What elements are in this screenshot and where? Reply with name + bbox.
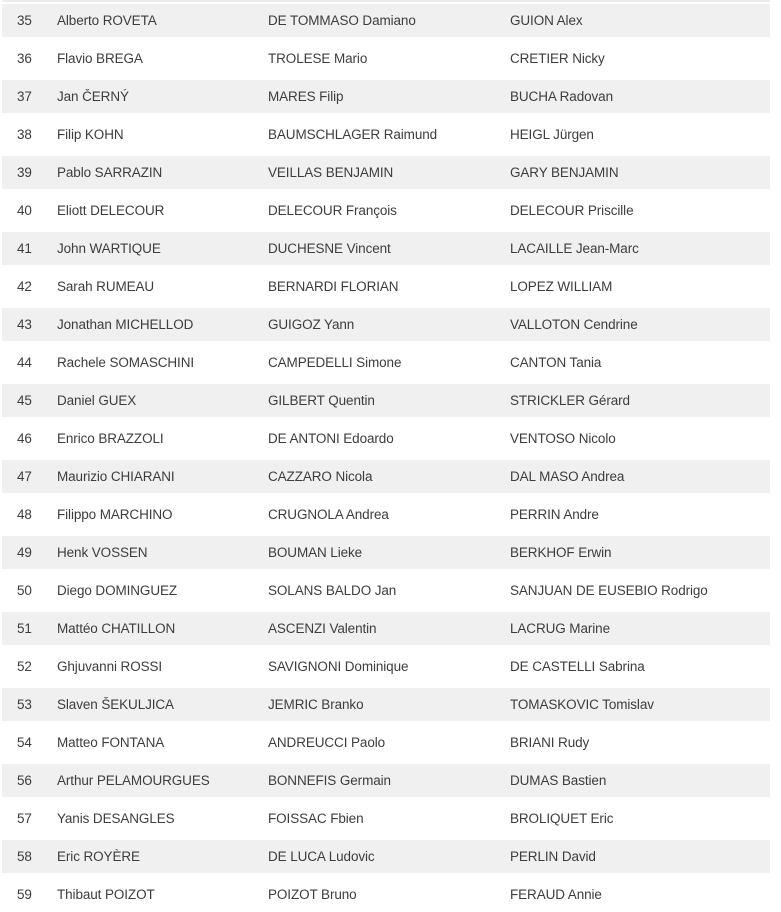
table-row-inner — [2, 4, 770, 37]
cell-driver-name: Pablo SARRAZIN — [57, 165, 163, 180]
cell-codriver-name: ANDREUCCI Paolo — [268, 735, 386, 750]
cell-codriver-name: CAZZARO Nicola — [268, 469, 373, 484]
table-row-inner — [2, 460, 770, 493]
table-row-inner — [2, 118, 770, 151]
cell-driver-name: Thibaut POIZOT — [57, 887, 155, 902]
cell-entrant-name: LOPEZ WILLIAM — [510, 279, 613, 294]
cell-entry-number: 41 — [17, 241, 32, 256]
table-row-inner — [2, 498, 770, 531]
cell-codriver-name: SOLANS BALDO Jan — [268, 583, 397, 598]
cell-entrant-name: PERRIN Andre — [510, 507, 599, 522]
cell-codriver-name: DE ANTONI Edoardo — [268, 431, 394, 446]
cell-entry-number: 51 — [17, 621, 32, 636]
cell-codriver-name: ASCENZI Valentin — [268, 621, 377, 636]
table-row[interactable] — [0, 420, 781, 458]
cell-entry-number: 43 — [17, 317, 32, 332]
cell-entry-number: 47 — [17, 469, 32, 484]
cell-driver-name: Henk VOSSEN — [57, 545, 148, 560]
cell-entrant-name: FERAUD Annie — [510, 887, 602, 902]
cell-entry-number: 54 — [17, 735, 32, 750]
table-row[interactable] — [0, 800, 781, 838]
cell-driver-name: Matteo FONTANA — [57, 735, 165, 750]
cell-entrant-name: LACAILLE Jean-Marc — [510, 241, 639, 256]
cell-driver-name: Flavio BREGA — [57, 51, 143, 66]
table-row-inner — [2, 156, 770, 189]
cell-codriver-name: POIZOT Bruno — [268, 887, 357, 902]
cell-entry-number: 37 — [17, 89, 32, 104]
table-row[interactable] — [0, 838, 781, 876]
cell-entrant-name: TOMASKOVIC Tomislav — [510, 697, 654, 712]
cell-entry-number: 38 — [17, 127, 32, 142]
cell-entrant-name: CRETIER Nicky — [510, 51, 605, 66]
table-row[interactable] — [0, 154, 781, 192]
table-row[interactable] — [0, 648, 781, 686]
cell-driver-name: Diego DOMINGUEZ — [57, 583, 178, 598]
table-row-inner — [2, 194, 770, 227]
cell-codriver-name: BERNARDI FLORIAN — [268, 279, 399, 294]
cell-codriver-name: VEILLAS BENJAMIN — [268, 165, 394, 180]
cell-entry-number: 50 — [17, 583, 32, 598]
cell-entrant-name: DE CASTELLI Sabrina — [510, 659, 645, 674]
table-row[interactable] — [0, 534, 781, 572]
cell-codriver-name: CAMPEDELLI Simone — [268, 355, 402, 370]
cell-codriver-name: DUCHESNE Vincent — [268, 241, 391, 256]
cell-entrant-name: STRICKLER Gérard — [510, 393, 630, 408]
table-row-inner — [2, 384, 770, 417]
cell-driver-name: Enrico BRAZZOLI — [57, 431, 164, 446]
cell-entry-number: 39 — [17, 165, 32, 180]
table-row[interactable] — [0, 458, 781, 496]
cell-driver-name: Alberto ROVETA — [57, 13, 157, 28]
cell-codriver-name: CRUGNOLA Andrea — [268, 507, 389, 522]
cell-codriver-name: DELECOUR François — [268, 203, 397, 218]
table-row-inner — [2, 650, 770, 683]
cell-entry-number: 58 — [17, 849, 32, 864]
cell-entrant-name: DUMAS Bastien — [510, 773, 607, 788]
cell-entry-number: 35 — [17, 13, 32, 28]
table-row[interactable] — [0, 40, 781, 78]
cell-codriver-name: BAUMSCHLAGER Raimund — [268, 127, 438, 142]
table-row[interactable] — [0, 268, 781, 306]
cell-entrant-name: PERLIN David — [510, 849, 596, 864]
cell-entrant-name: DAL MASO Andrea — [510, 469, 625, 484]
cell-driver-name: Filippo MARCHINO — [57, 507, 173, 522]
table-row[interactable] — [0, 876, 781, 912]
cell-entry-number: 48 — [17, 507, 32, 522]
table-row-inner — [2, 346, 770, 379]
table-row-inner — [2, 422, 770, 455]
cell-entry-number: 40 — [17, 203, 32, 218]
table-row[interactable] — [0, 192, 781, 230]
cell-entry-number: 46 — [17, 431, 32, 446]
cell-codriver-name: JEMRIC Branko — [268, 697, 364, 712]
table-row[interactable] — [0, 2, 781, 40]
table-row-inner — [2, 536, 770, 569]
cell-entrant-name: HEIGL Jürgen — [510, 127, 594, 142]
cell-entry-number: 56 — [17, 773, 32, 788]
cell-entry-number: 42 — [17, 279, 32, 294]
cell-codriver-name: GILBERT Quentin — [268, 393, 375, 408]
cell-driver-name: John WARTIQUE — [57, 241, 161, 256]
cell-entrant-name: BROLIQUET Eric — [510, 811, 614, 826]
table-row[interactable] — [0, 344, 781, 382]
table-row-inner — [2, 612, 770, 645]
cell-entry-number: 49 — [17, 545, 32, 560]
table-row-inner — [2, 270, 770, 303]
table-row[interactable] — [0, 496, 781, 534]
cell-codriver-name: BONNEFIS Germain — [268, 773, 391, 788]
table-row-inner — [2, 802, 770, 835]
table-row-inner — [2, 42, 770, 75]
table-row-inner — [2, 840, 770, 873]
cell-codriver-name: GUIGOZ Yann — [268, 317, 355, 332]
cell-codriver-name: DE TOMMASO Damiano — [268, 13, 416, 28]
cell-entry-number: 53 — [17, 697, 32, 712]
cell-codriver-name: MARES Filip — [268, 89, 344, 104]
table-row-inner — [2, 80, 770, 113]
cell-driver-name: Slaven ŠEKULJICA — [57, 697, 174, 712]
table-row-inner — [2, 688, 770, 721]
cell-entry-number: 52 — [17, 659, 32, 674]
cell-codriver-name: FOISSAC Fbien — [268, 811, 364, 826]
table-row[interactable] — [0, 724, 781, 762]
cell-entrant-name: SANJUAN DE EUSEBIO Rodrigo — [510, 583, 708, 598]
cell-entry-number: 59 — [17, 887, 32, 902]
table-row[interactable] — [0, 78, 781, 116]
cell-driver-name: Arthur PELAMOURGUES — [57, 773, 210, 788]
cell-entry-number: 57 — [17, 811, 32, 826]
cell-codriver-name: BOUMAN Lieke — [268, 545, 363, 560]
table-row[interactable] — [0, 762, 781, 800]
cell-driver-name: Mattéo CHATILLON — [57, 621, 176, 636]
table-row[interactable] — [0, 572, 781, 610]
cell-driver-name: Daniel GUEX — [57, 393, 137, 408]
cell-entrant-name: BUCHA Radovan — [510, 89, 614, 104]
cell-entrant-name: VALLOTON Cendrine — [510, 317, 638, 332]
cell-entrant-name: GARY BENJAMIN — [510, 165, 619, 180]
table-row-inner — [2, 726, 770, 759]
table-row[interactable] — [0, 686, 781, 724]
table-row-inner — [2, 574, 770, 607]
cell-driver-name: Sarah RUMEAU — [57, 279, 155, 294]
cell-entrant-name: GUION Alex — [510, 13, 583, 28]
cell-entry-number: 45 — [17, 393, 32, 408]
cell-entry-number: 44 — [17, 355, 32, 370]
cell-driver-name: Jonathan MICHELLOD — [57, 317, 194, 332]
table-row-inner — [2, 232, 770, 265]
cell-driver-name: Eliott DELECOUR — [57, 203, 165, 218]
cell-entry-number: 36 — [17, 51, 32, 66]
cell-entrant-name: VENTOSO Nicolo — [510, 431, 616, 446]
cell-driver-name: Maurizio CHIARANI — [57, 469, 175, 484]
cell-entrant-name: BERKHOF Erwin — [510, 545, 612, 560]
cell-driver-name: Rachele SOMASCHINI — [57, 355, 194, 370]
table-row-inner — [2, 764, 770, 797]
table-row-inner — [2, 308, 770, 341]
table-row[interactable] — [0, 306, 781, 344]
table-row[interactable] — [0, 116, 781, 154]
cell-driver-name: Eric ROYÈRE — [57, 849, 140, 864]
cell-driver-name: Filip KOHN — [57, 127, 124, 142]
cell-entrant-name: LACRUG Marine — [510, 621, 610, 636]
table-row-inner — [2, 878, 770, 911]
cell-driver-name: Jan ČERNÝ — [57, 89, 129, 104]
table-row[interactable] — [0, 382, 781, 420]
cell-codriver-name: SAVIGNONI Dominique — [268, 659, 409, 674]
cell-driver-name: Yanis DESANGLES — [57, 811, 175, 826]
cell-codriver-name: TROLESE Mario — [268, 51, 368, 66]
cell-codriver-name: DE LUCA Ludovic — [268, 849, 375, 864]
entry-table — [0, 2, 781, 912]
table-row[interactable] — [0, 610, 781, 648]
table-row[interactable] — [0, 230, 781, 268]
cell-driver-name: Ghjuvanni ROSSI — [57, 659, 163, 674]
cell-entrant-name: CANTON Tania — [510, 355, 602, 370]
cell-entrant-name: DELECOUR Priscille — [510, 203, 634, 218]
cell-entrant-name: BRIANI Rudy — [510, 735, 590, 750]
